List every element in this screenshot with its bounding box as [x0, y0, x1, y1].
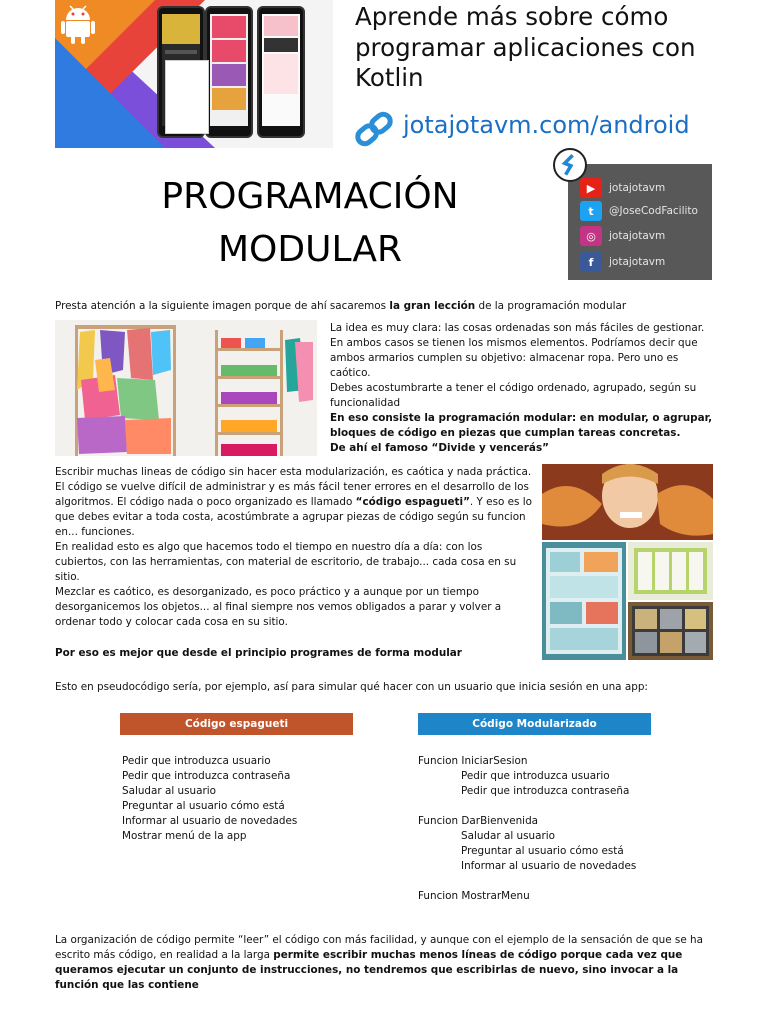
modular-statement: Por eso es mejor que desde el principio programes de forma modular: [55, 647, 462, 659]
code-line: Pedir que introduzca usuario: [461, 770, 610, 782]
pseudocode-intro: Esto en pseudocódigo sería, por ejemplo, así para simular qué hacer con un usuario que inicia sesión en una app:: [55, 681, 648, 693]
modular-code-header: Código Modularizado: [418, 713, 651, 735]
modular-code-list: [418, 754, 718, 904]
social-label: @JoseCodFacilito: [609, 205, 698, 217]
phone-mockup: [257, 6, 305, 138]
idea-paragraph: [330, 321, 715, 456]
code-line: Pedir que introduzca contraseña: [461, 785, 630, 797]
conclusion-paragraph: [55, 933, 715, 993]
function-name: Funcion MostrarMenu: [418, 890, 530, 902]
spaghetti-paragraph: [55, 465, 535, 630]
spaghetti-text-1a: Escribir muchas lineas de código sin hacer esta modularización, es caótica y nada práctica. El código se vuelve difícil de administrar y es más fácil tener errores en el desarrollo de los algoritmos. El código nada o poco organizado es llamado: [55, 466, 532, 508]
idea-text-1: La idea es muy clara: las cosas ordenadas son más fáciles de gestionar. En ambos casos se tienen los mismos elementos. Podríamos decir que ambos armarios cumplen su objetivo: almacenar ropa. Pero uno es caótico.: [330, 322, 705, 379]
site-link[interactable]: jotajotavm.com/android: [403, 111, 690, 139]
drawer-organizer-image: [542, 542, 626, 660]
instagram-icon: ◎: [580, 226, 602, 246]
tools-drawer-image: [628, 602, 713, 660]
function-name: Funcion DarBienvenida: [418, 815, 539, 827]
title-line-2: MODULAR: [218, 229, 402, 270]
idea-text-2: Debes acostumbrarte a tener el código ordenado, agrupado, según su funcionalidad: [330, 382, 697, 409]
kotlin-banner-image: [55, 0, 333, 148]
code-line: Informar al usuario de novedades: [461, 860, 637, 872]
social-label: jotajotavm: [609, 230, 666, 242]
code-line: Informar al usuario de novedades: [122, 815, 298, 827]
social-facebook[interactable]: [580, 250, 665, 274]
spaghetti-text-2: En realidad esto es algo que hacemos todo el tiempo en nuestro día a día: con los cubiertos, con las herramientas, con material de escritorio, de trabajo... cada cosa en su sitio.: [55, 541, 517, 583]
link-icon: [353, 111, 395, 147]
spaghetti-text-1: [55, 465, 535, 540]
spaghetti-term: “código espagueti”: [355, 496, 470, 508]
intro-paragraph: [55, 299, 675, 314]
intro-text-end: de la programación modular: [475, 300, 627, 312]
youtube-icon: ▶: [580, 178, 602, 198]
page-title: [100, 170, 520, 276]
social-youtube[interactable]: [580, 176, 665, 200]
facebook-icon: f: [580, 252, 602, 272]
conclusion-bold: permite escribir muchas menos líneas de código porque cada vez que queramos ejecutar un conjunto de instrucciones, no tendremos que escribirlas de nuevo, sino invocar a la función que las contiene: [55, 949, 683, 991]
intro-text: Presta atención a la siguiente imagen porque de ahí sacaremos: [55, 300, 390, 312]
function-name: Funcion IniciarSesion: [418, 755, 528, 767]
social-label: jotajotavm: [609, 256, 666, 268]
closets-image: [55, 320, 317, 456]
conclusion-text: La organización de código permite “leer” el código con más facilidad, y aunque con el ejemplo de la sensación de que se ha escrito más código, en realidad a la larga: [55, 934, 703, 961]
idea-text-4: De ahí el famoso “Divide y vencerás”: [330, 442, 549, 454]
android-icon: [61, 4, 95, 44]
cutlery-tray-image: [628, 542, 713, 600]
phone-mockup: [205, 6, 253, 138]
code-line: Preguntar al usuario cómo está: [461, 845, 624, 857]
social-box: [568, 164, 712, 280]
spaghetti-code-list: [122, 754, 382, 844]
codigofacilito-logo: [553, 148, 587, 182]
spaghetti-code-header: Código espagueti: [120, 713, 353, 735]
intro-bold: la gran lección: [389, 300, 476, 312]
social-label: jotajotavm: [609, 182, 666, 194]
code-line: Mostrar menú de la app: [122, 830, 247, 842]
spaghetti-text-1b: . Y eso es lo que debes evitar a toda costa, acostúmbrate a agrupar piezas de código según su funcion en... funciones.: [55, 496, 532, 538]
social-instagram[interactable]: [580, 224, 665, 248]
code-line: Pedir que introduzca usuario: [122, 755, 271, 767]
code-line: Saludar al usuario: [122, 785, 216, 797]
spaghetti-text-3: Mezclar es caótico, es desorganizado, es poco práctico y a aunque por un tiempo desorganicemos los objetos... al final siempre nos vemos obligados a parar y volver a ordenar todo y colocar cada cosa en su sitio.: [55, 586, 502, 628]
code-line: Saludar al usuario: [461, 830, 555, 842]
banner-headline: Aprende más sobre cómo programar aplicaciones con Kotlin: [355, 2, 696, 92]
twitter-icon: t: [580, 201, 602, 221]
social-twitter[interactable]: [580, 199, 698, 223]
kid-spaghetti-image: [542, 464, 713, 540]
idea-text-3: En eso consiste la programación modular: en modular, o agrupar, bloques de código en piezas que cumplan tareas concretas.: [330, 412, 713, 439]
code-line: Preguntar al usuario cómo está: [122, 800, 285, 812]
title-line-1: PROGRAMACIÓN: [161, 176, 459, 217]
code-line: Pedir que introduzca contraseña: [122, 770, 291, 782]
